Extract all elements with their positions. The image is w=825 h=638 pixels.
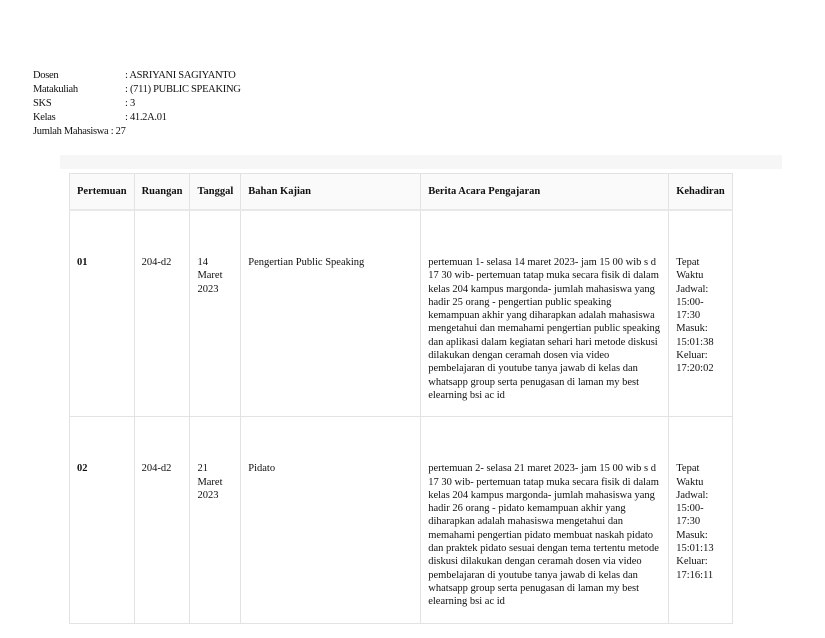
sks-label: SKS xyxy=(33,98,52,109)
cell-berita-acara: pertemuan 1- selasa 14 maret 2023- jam 15 00 wib s d 17 30 wib- pertemuan tatap muka secara fisik di dalam kelas 204 kampus margonda- jumlah mahasiswa yang hadir 25 orang - pengertian public speaking kemampuan akhir yang diharapkan adalah mahasiswa mengetahui dan memahami pengertian public speaking dan aplikasi dalam kegiatan sehari hari metode diskusi dilakukan dengan ceramah dosen via video pembelajaran di youtube tanya jawab di kelas dan whatsapp group serta penugasan di laman my best elearning bsi ac id xyxy=(421,210,669,417)
dosen-row xyxy=(33,69,241,83)
cell-pertemuan: 02 xyxy=(70,417,135,623)
jumlah-row xyxy=(33,125,241,139)
kelas-label: Kelas xyxy=(33,112,56,123)
matakuliah-value: : (711) PUBLIC SPEAKING xyxy=(125,84,241,95)
sks-value: : 3 xyxy=(125,98,135,109)
cell-ruangan: 204-d2 xyxy=(134,210,190,417)
col-header-tanggal: Tanggal xyxy=(190,174,241,211)
col-header-pertemuan: Pertemuan xyxy=(70,174,135,211)
table-row xyxy=(70,210,733,417)
cell-tanggal: 14 Maret 2023 xyxy=(190,210,241,417)
cell-ruangan: 204-d2 xyxy=(134,417,190,623)
course-info xyxy=(33,69,241,139)
cell-berita-acara: pertemuan 2- selasa 21 maret 2023- jam 15 00 wib s d 17 30 wib- pertemuan tatap muka secara fisik di dalam kelas 204 kampus margonda- jumlah mahasiswa yang hadir 26 orang - pidato kemampuan akhir yang diharapkan adalah mahasiswa mengetahui dan memahami pengertian pidato membuat naskah pidato dan praktek pidato sesuai dengan tema tertentu metode diskusi dilakukan dengan ceramah dosen via video pembelajaran di youtube tanya jawab di kelas dan whatsapp group serta penugasan di laman my best elearning bsi ac id xyxy=(421,417,669,623)
sks-row xyxy=(33,97,241,111)
cell-bahan-kajian: Pidato xyxy=(241,417,421,623)
kelas-row xyxy=(33,111,241,125)
table-header-row xyxy=(70,174,733,211)
col-header-kehadiran: Kehadiran xyxy=(669,174,732,211)
cell-kehadiran: Tepat Waktu Jadwal: 15:00-17:30 Masuk: 15:01:13 Keluar: 17:16:11 xyxy=(669,417,732,623)
col-header-ruangan: Ruangan xyxy=(134,174,190,211)
jumlah-value: : 27 xyxy=(110,126,126,137)
col-header-bahan-kajian: Bahan Kajian xyxy=(241,174,421,211)
table-row xyxy=(70,417,733,623)
dosen-value: : ASRIYANI SAGIYANTO xyxy=(125,70,236,81)
cell-tanggal: 21 Maret 2023 xyxy=(190,417,241,623)
cell-bahan-kajian: Pengertian Public Speaking xyxy=(241,210,421,417)
matakuliah-label: Matakuliah xyxy=(33,84,78,95)
cell-kehadiran: Tepat Waktu Jadwal: 15:00-17:30 Masuk: 15:01:38 Keluar: 17:20:02 xyxy=(669,210,732,417)
col-header-berita-acara: Berita Acara Pengajaran xyxy=(421,174,669,211)
kelas-value: : 41.2A.01 xyxy=(125,112,167,123)
matakuliah-row xyxy=(33,83,241,97)
attendance-table xyxy=(69,173,733,624)
jumlah-label: Jumlah Mahasiswa xyxy=(33,126,109,137)
dosen-label: Dosen xyxy=(33,70,59,81)
divider-band xyxy=(60,155,782,169)
cell-pertemuan: 01 xyxy=(70,210,135,417)
